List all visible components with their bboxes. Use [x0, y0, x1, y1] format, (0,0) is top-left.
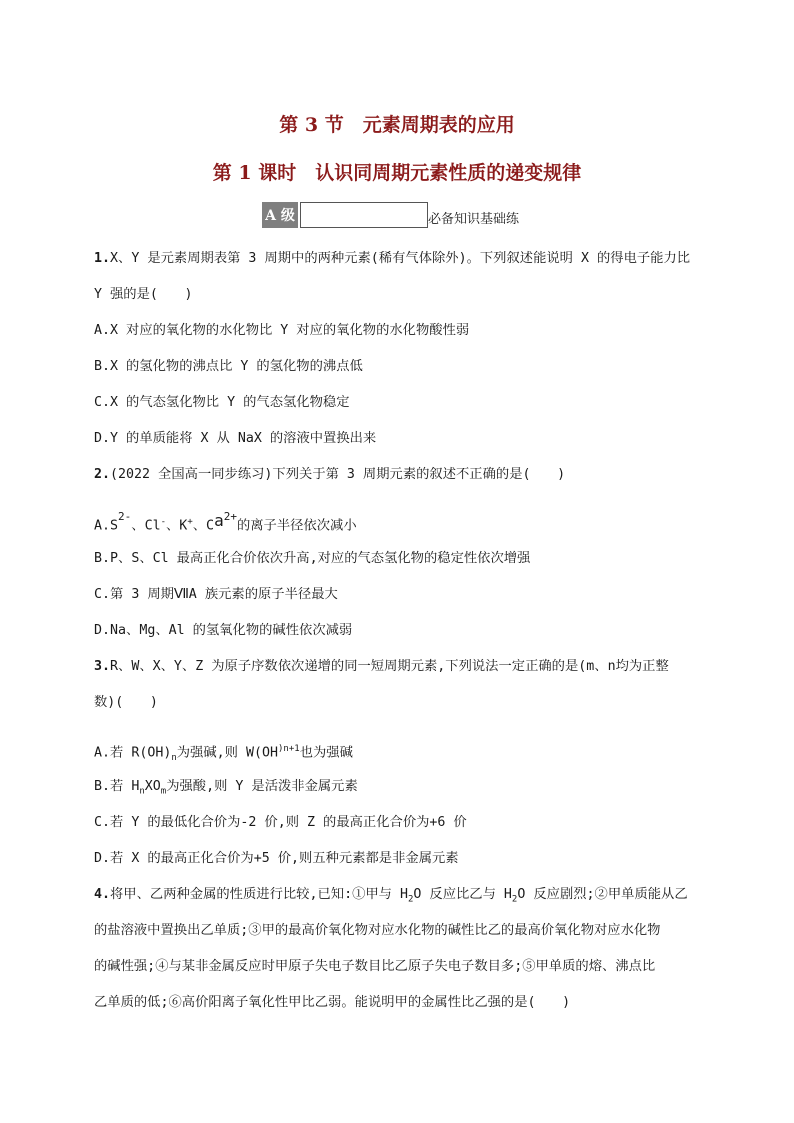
subscript: m [160, 786, 167, 797]
level-badge: A 级 [262, 202, 298, 228]
q1-option-c: C.X 的气态氢化物比 Y 的气态氢化物稳定 [94, 395, 350, 410]
question-4-stem-cont: 乙单质的低;⑥高价阳离子氧化性甲比乙弱。能说明甲的金属性比乙强的是( ) [94, 995, 571, 1010]
question-1-stem [94, 250, 714, 268]
question-number: 1. [94, 251, 111, 266]
q1-option-d: D.Y 的单质能将 X 从 NaX 的溶液中置换出来 [94, 431, 377, 446]
subscript: 2 [407, 894, 414, 905]
text-fragment: B.若 H [94, 779, 140, 794]
text-fragment: A.S [94, 518, 119, 534]
question-text: (2022 全国高一同步练习)下列关于第 3 周期元素的叙述不正确的是( ) [110, 467, 566, 482]
text-fragment: 也为强碱 [299, 745, 353, 761]
question-number: 3. [94, 659, 111, 674]
q1-option-b: B.X 的氢化物的沸点比 Y 的氢化物的沸点低 [94, 359, 363, 374]
text-fragment: 为强酸,则 Y 是活泼非金属元素 [166, 779, 358, 794]
subscript: n [139, 786, 145, 797]
text-fragment: 、Cl [131, 518, 161, 534]
text-fragment: 、K [166, 518, 188, 534]
q2-option-b: B.P、S、Cl 最高正化合价依次升高,对应的气态氢化物的稳定性依次增强 [94, 551, 531, 566]
q2-option-a [94, 512, 714, 535]
superscript: 2+ [223, 510, 237, 523]
question-3-stem-cont: 数)( ) [94, 695, 158, 710]
superscript: )n+1 [278, 744, 300, 754]
superscript: - [160, 517, 167, 527]
question-3-stem [94, 658, 714, 676]
q3-option-c: C.若 Y 的最低化合价为-2 价,则 Z 的最高正化合价为+6 价 [94, 815, 467, 830]
question-2-stem [94, 466, 714, 484]
q3-option-a [94, 740, 714, 767]
text-fragment: 的离子半径依次减小 [236, 518, 357, 534]
text-fragment: A.若 R(OH) [94, 745, 172, 761]
section-title: 第 3 节 元素周期表的应用 [279, 114, 515, 136]
subscript: n [171, 753, 177, 764]
superscript: + [187, 517, 193, 527]
question-text: R、W、X、Y、Z 为原子序数依次递增的同一短周期元素,下列说法一定正确的是(m、n均为正整 [110, 659, 669, 674]
subscript: 2 [511, 894, 518, 905]
question-text: X、Y 是元素周期表第 3 周期中的两种元素(稀有气体除外)。下列叙述能说明 X 的得电子能力比 [110, 251, 691, 266]
level-score-box [300, 202, 428, 228]
text-fragment: a [214, 511, 224, 531]
q3-option-d: D.若 X 的最高正化合价为+5 价,则五种元素都是非金属元素 [94, 851, 459, 866]
lesson-title: 第 1 课时 认识同周期元素性质的递变规律 [212, 162, 582, 184]
level-label: 必备知识基础练 [428, 212, 520, 227]
question-1-stem-cont: Y 强的是( ) [94, 287, 193, 302]
q1-option-a: A.X 对应的氧化物的水化物比 Y 对应的氧化物的水化物酸性弱 [94, 323, 470, 338]
question-4-stem-cont: 的碱性强;④与某非金属反应时甲原子失电子数目比乙原子失电子数目多;⑤甲单质的熔、沸点比 [94, 959, 656, 974]
level-header [262, 200, 519, 228]
q3-option-b [94, 778, 714, 801]
question-number: 4. [94, 887, 111, 902]
question-4-stem [94, 886, 714, 909]
superscript: 2- [118, 510, 132, 523]
q2-option-d: D.Na、Mg、Al 的氢氧化物的碱性依次减弱 [94, 623, 353, 638]
question-number: 2. [94, 467, 111, 482]
question-4-stem-cont: 的盐溶液中置换出乙单质;③甲的最高价氧化物对应水化物的碱性比乙的最高价氧化物对应水化物 [94, 923, 661, 938]
text-fragment: O 反应比乙与 H [413, 887, 512, 902]
text-fragment: 为强碱,则 W(OH [176, 745, 278, 761]
text-fragment: O 反应剧烈;②甲单质能从乙 [517, 887, 688, 902]
text-fragment: 将甲、乙两种金属的性质进行比较,已知:①甲与 H [110, 887, 408, 902]
text-fragment: XO [144, 779, 161, 794]
q2-option-c: C.第 3 周期ⅦA 族元素的原子半径最大 [94, 587, 338, 602]
text-fragment: 、C [192, 518, 215, 534]
